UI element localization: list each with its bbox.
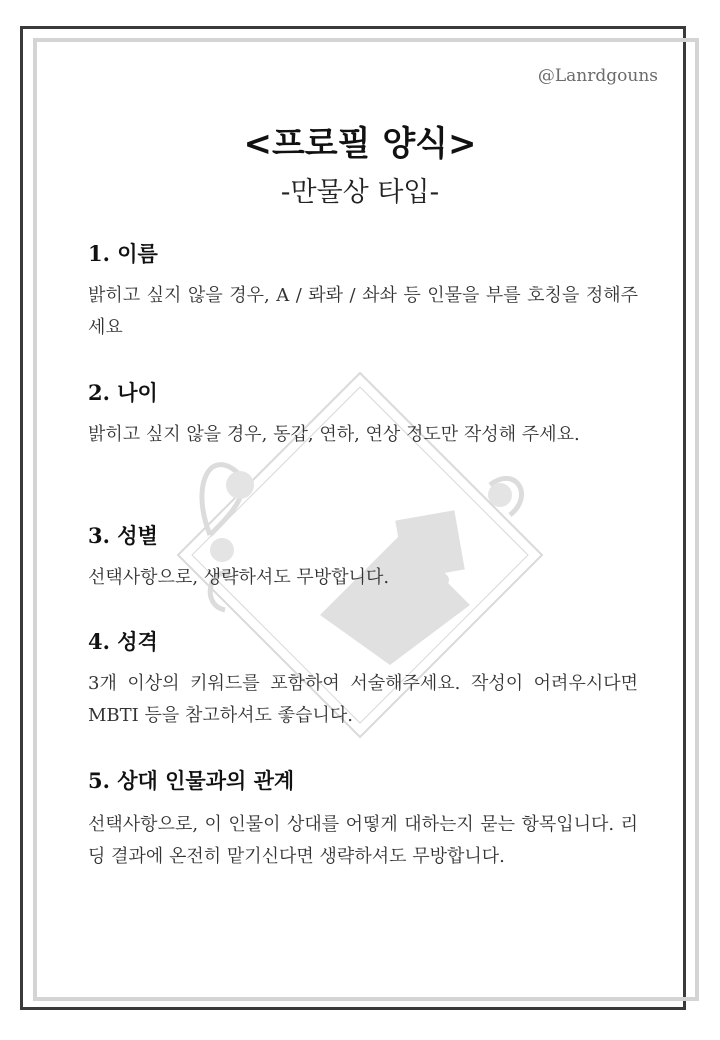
section-heading: 3. 성별 bbox=[88, 523, 158, 548]
section-personality bbox=[88, 626, 638, 732]
section-name bbox=[88, 238, 638, 344]
section-relationship bbox=[88, 765, 638, 873]
section-heading: 2. 나이 bbox=[88, 380, 158, 405]
section-age bbox=[88, 377, 638, 451]
section-body: 선택사항으로, 생략하셔도 무방합니다. bbox=[88, 567, 390, 588]
section-body: 선택사항으로, 이 인물이 상대를 어떻게 대하는지 묻는 항목입니다. 리딩 결과에 온전히 맡기신다면 생략하셔도 무방합니다. bbox=[88, 814, 638, 867]
page-title: <프로필 양식> bbox=[243, 124, 477, 164]
author-handle: @Lanrdgouns bbox=[537, 66, 658, 86]
section-body: 밝히고 싶지 않을 경우, 동갑, 연하, 연상 정도만 작성해 주세요. bbox=[88, 424, 580, 445]
page-subtitle: -만물상 타입- bbox=[280, 177, 440, 208]
section-body: 3개 이상의 키워드를 포함하여 서술해주세요. 작성이 어려우시다면 MBTI 등을 참고하셔도 좋습니다. bbox=[88, 673, 638, 726]
section-gender bbox=[88, 520, 638, 594]
section-heading: 4. 성격 bbox=[88, 629, 158, 654]
section-heading: 1. 이름 bbox=[88, 241, 158, 266]
section-body: 밝히고 싶지 않을 경우, A / 롸롸 / 솨솨 등 인물을 부를 호칭을 정해주세요 bbox=[88, 285, 638, 338]
section-heading: 5. 상대 인물과의 관계 bbox=[88, 768, 295, 793]
